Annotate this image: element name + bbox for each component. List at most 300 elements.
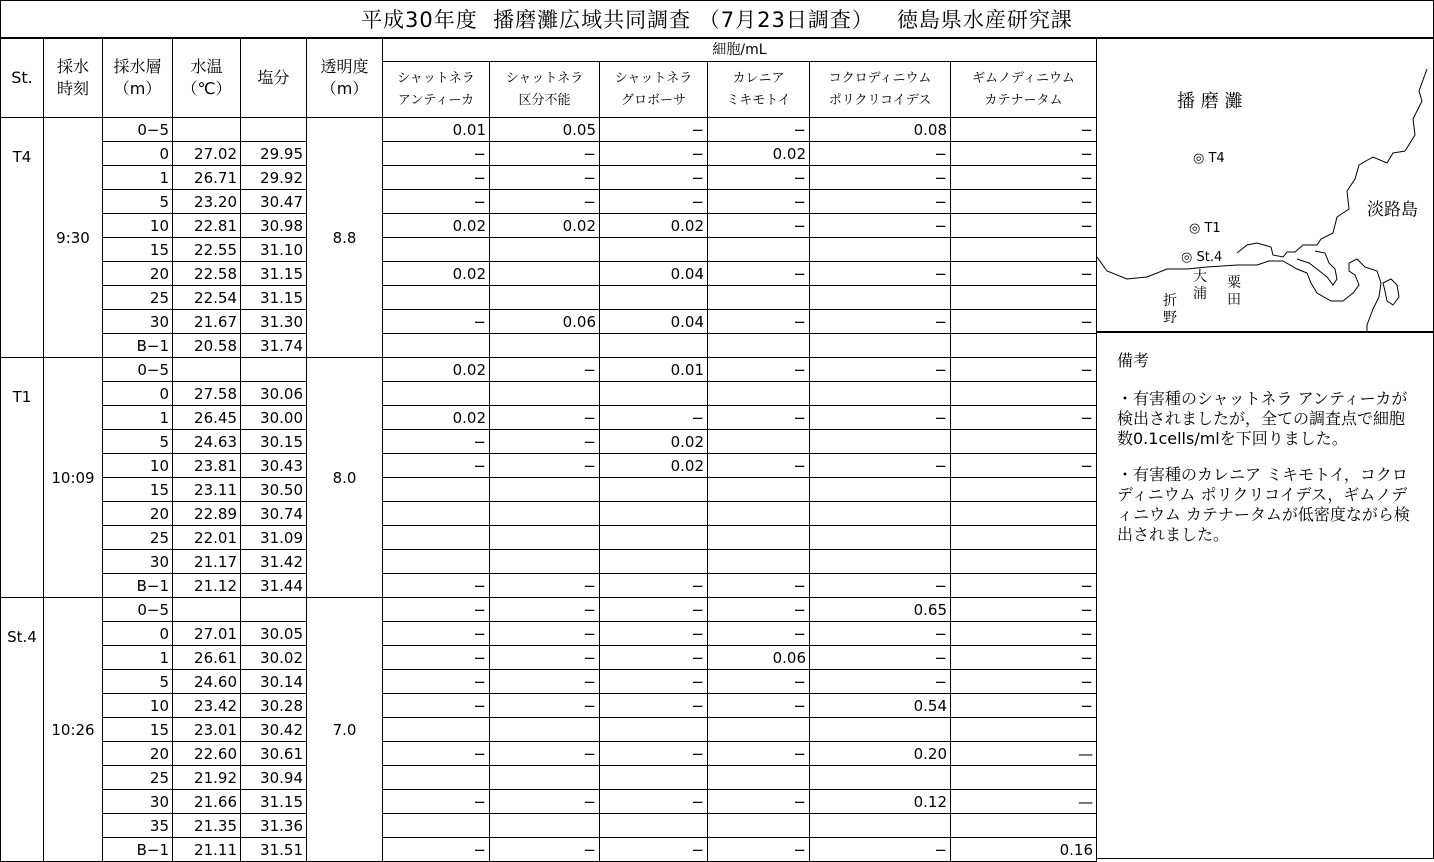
cell-density: − — [708, 598, 810, 622]
salinity-cell: 30.94 — [241, 766, 307, 790]
cell-density: − — [708, 694, 810, 718]
table-row — [1, 286, 1097, 310]
header-temperature: 水温 （℃） — [173, 39, 241, 118]
table-row — [1, 142, 1097, 166]
table-row — [1, 574, 1097, 598]
cell-density: − — [708, 166, 810, 190]
cell-density — [951, 382, 1097, 406]
table-row — [1, 550, 1097, 574]
cell-density: 0.02 — [383, 262, 490, 286]
temperature-cell: 26.71 — [173, 166, 241, 190]
table-row — [1, 694, 1097, 718]
cell-density — [383, 526, 490, 550]
station-marker-t4: ◎ T4 — [1193, 151, 1225, 166]
temperature-cell: 24.63 — [173, 430, 241, 454]
cell-density: − — [490, 166, 600, 190]
cell-density — [600, 718, 708, 742]
table-row — [1, 430, 1097, 454]
cell-density: 0.01 — [600, 358, 708, 382]
cell-density — [490, 238, 600, 262]
cell-density — [810, 502, 951, 526]
cell-density — [383, 766, 490, 790]
temperature-cell: 21.92 — [173, 766, 241, 790]
depth-cell: 10 — [103, 694, 173, 718]
depth-cell: 0 — [103, 142, 173, 166]
cell-density — [951, 430, 1097, 454]
salinity-cell — [241, 598, 307, 622]
cell-density: − — [951, 694, 1097, 718]
cell-density: − — [600, 598, 708, 622]
table-row — [1, 622, 1097, 646]
cell-density — [810, 334, 951, 358]
cell-density — [951, 502, 1097, 526]
map-panel — [1096, 38, 1434, 332]
temperature-cell: 27.02 — [173, 142, 241, 166]
cell-density: − — [600, 622, 708, 646]
cell-density: 0.06 — [490, 310, 600, 334]
table-row — [1, 742, 1097, 766]
salinity-cell: 30.43 — [241, 454, 307, 478]
salinity-cell — [241, 358, 307, 382]
temperature-cell: 22.54 — [173, 286, 241, 310]
cell-density: − — [600, 406, 708, 430]
cell-density — [951, 718, 1097, 742]
cell-density — [951, 334, 1097, 358]
cell-density: − — [951, 574, 1097, 598]
cell-density: − — [600, 646, 708, 670]
cell-density: − — [600, 190, 708, 214]
table-row — [1, 478, 1097, 502]
cell-density — [490, 334, 600, 358]
depth-cell: 20 — [103, 502, 173, 526]
salinity-cell: 30.15 — [241, 430, 307, 454]
station-name: T4 — [1, 118, 44, 358]
station-name: St.4 — [1, 598, 44, 862]
cell-density: − — [951, 406, 1097, 430]
cell-density: − — [951, 118, 1097, 142]
table-row — [1, 766, 1097, 790]
cell-density: − — [810, 190, 951, 214]
temperature-cell — [173, 118, 241, 142]
cell-density: − — [600, 838, 708, 862]
cell-density: 0.05 — [490, 118, 600, 142]
depth-cell: 15 — [103, 478, 173, 502]
cell-density — [810, 526, 951, 550]
salinity-cell: 30.42 — [241, 718, 307, 742]
cell-density — [951, 286, 1097, 310]
temperature-cell: 27.58 — [173, 382, 241, 406]
temperature-cell: 20.58 — [173, 334, 241, 358]
table-row — [1, 334, 1097, 358]
table-row — [1, 718, 1097, 742]
cell-density: 0.04 — [600, 262, 708, 286]
salinity-cell: 31.10 — [241, 238, 307, 262]
cell-density: 0.04 — [600, 310, 708, 334]
cell-density — [490, 502, 600, 526]
temperature-cell — [173, 358, 241, 382]
depth-cell: 15 — [103, 238, 173, 262]
header-unit: 細胞/mL — [383, 39, 1097, 62]
cell-density: − — [490, 742, 600, 766]
salinity-cell: 31.74 — [241, 334, 307, 358]
cell-density: − — [810, 358, 951, 382]
cell-density: − — [708, 622, 810, 646]
temperature-cell: 22.89 — [173, 502, 241, 526]
cell-density: − — [490, 670, 600, 694]
salinity-cell: 31.42 — [241, 550, 307, 574]
temperature-cell: 24.60 — [173, 670, 241, 694]
salinity-cell: 31.51 — [241, 838, 307, 862]
depth-cell: 20 — [103, 262, 173, 286]
cell-density: 0.12 — [810, 790, 951, 814]
cell-density: − — [490, 622, 600, 646]
cell-density — [490, 814, 600, 838]
table-row — [1, 670, 1097, 694]
cell-density — [810, 286, 951, 310]
salinity-cell: 29.95 — [241, 142, 307, 166]
depth-cell: 5 — [103, 190, 173, 214]
cell-density: 0.08 — [810, 118, 951, 142]
cell-density: − — [708, 454, 810, 478]
cell-density: − — [490, 430, 600, 454]
depth-cell: 30 — [103, 550, 173, 574]
cell-density: − — [951, 214, 1097, 238]
header-species: コクロディニウム ポリクリコイデス — [810, 62, 951, 118]
temperature-cell: 26.45 — [173, 406, 241, 430]
header-species: シャットネラ アンティーカ — [383, 62, 490, 118]
cell-density: − — [708, 118, 810, 142]
depth-cell: 5 — [103, 670, 173, 694]
remark-item: ・有害種のシャットネラ アンティーカが検出されましたが，全ての調査点で細胞数0.1cells/mlを下回りました。 — [1117, 389, 1408, 448]
temperature-cell: 23.20 — [173, 190, 241, 214]
cell-density — [951, 478, 1097, 502]
cell-density — [708, 766, 810, 790]
depth-cell: 30 — [103, 790, 173, 814]
cell-density — [383, 382, 490, 406]
cell-density — [708, 238, 810, 262]
header-layer: 採水層 （m） — [103, 39, 173, 118]
cell-density: 0.16 — [951, 838, 1097, 862]
depth-cell: 1 — [103, 406, 173, 430]
temperature-cell: 27.01 — [173, 622, 241, 646]
header-species: シャットネラ グロボーサ — [600, 62, 708, 118]
cell-density — [490, 526, 600, 550]
cell-density: − — [810, 454, 951, 478]
cell-density — [810, 478, 951, 502]
salinity-cell: 31.30 — [241, 310, 307, 334]
temperature-cell: 26.61 — [173, 646, 241, 670]
table-row — [1, 454, 1097, 478]
depth-cell: 25 — [103, 526, 173, 550]
station-name: T1 — [1, 358, 44, 598]
cell-density — [600, 550, 708, 574]
cell-density: − — [490, 838, 600, 862]
depth-cell: B−1 — [103, 838, 173, 862]
table-row — [1, 310, 1097, 334]
cell-density — [951, 526, 1097, 550]
cell-density: − — [708, 358, 810, 382]
depth-cell: 0−5 — [103, 118, 173, 142]
temperature-cell — [173, 598, 241, 622]
cell-density: − — [810, 310, 951, 334]
cell-density — [600, 766, 708, 790]
cell-density: − — [708, 214, 810, 238]
cell-density: − — [951, 262, 1097, 286]
remarks-heading: 備考 — [1117, 351, 1150, 370]
temperature-cell: 23.42 — [173, 694, 241, 718]
table-row — [1, 214, 1097, 238]
cell-density: − — [951, 142, 1097, 166]
cell-density: − — [951, 646, 1097, 670]
table-row — [1, 118, 1097, 142]
cell-density — [708, 382, 810, 406]
cell-density: − — [490, 406, 600, 430]
temperature-cell: 21.35 — [173, 814, 241, 838]
temperature-cell: 21.66 — [173, 790, 241, 814]
cell-density — [383, 502, 490, 526]
depth-cell: 25 — [103, 766, 173, 790]
cell-density: 0.02 — [600, 214, 708, 238]
cell-density: − — [383, 454, 490, 478]
cell-density — [708, 814, 810, 838]
cell-density: − — [951, 454, 1097, 478]
cell-density: − — [490, 358, 600, 382]
cell-density — [600, 286, 708, 310]
sea-label: 播 磨 灘 — [1177, 91, 1243, 112]
cell-density — [708, 550, 810, 574]
cell-density: − — [708, 790, 810, 814]
salinity-cell: 30.14 — [241, 670, 307, 694]
salinity-cell: 30.74 — [241, 502, 307, 526]
cell-density: − — [383, 646, 490, 670]
cell-density: − — [600, 670, 708, 694]
temperature-cell: 21.17 — [173, 550, 241, 574]
cell-density: − — [383, 190, 490, 214]
cell-density — [708, 718, 810, 742]
cell-density — [383, 238, 490, 262]
cell-density — [951, 550, 1097, 574]
cell-density: − — [490, 574, 600, 598]
depth-cell: 10 — [103, 454, 173, 478]
sampling-time: 9:30 — [44, 118, 103, 358]
cell-density — [708, 286, 810, 310]
cell-density: − — [810, 646, 951, 670]
salinity-cell: 30.06 — [241, 382, 307, 406]
cell-density: − — [810, 838, 951, 862]
cell-density: 0.54 — [810, 694, 951, 718]
station-marker-st4: ◎ St.4 — [1181, 250, 1223, 265]
cell-density: − — [383, 166, 490, 190]
cell-density — [600, 478, 708, 502]
cell-density: − — [490, 454, 600, 478]
cell-density: − — [383, 598, 490, 622]
salinity-cell: 30.98 — [241, 214, 307, 238]
cell-density: − — [600, 574, 708, 598]
cell-density: − — [490, 790, 600, 814]
table-row — [1, 358, 1097, 382]
depth-cell: 25 — [103, 286, 173, 310]
cell-density: − — [383, 838, 490, 862]
salinity-cell: 30.02 — [241, 646, 307, 670]
cell-density: − — [490, 190, 600, 214]
cell-density: − — [708, 310, 810, 334]
header-time: 採水 時刻 — [44, 39, 103, 118]
cell-density — [810, 814, 951, 838]
cell-density — [600, 502, 708, 526]
cell-density — [810, 718, 951, 742]
cell-density — [383, 550, 490, 574]
cell-density — [951, 814, 1097, 838]
island-label: 淡路島 — [1367, 200, 1418, 220]
depth-cell: 0 — [103, 622, 173, 646]
table-row — [1, 790, 1097, 814]
table-row — [1, 382, 1097, 406]
cell-density — [383, 478, 490, 502]
depth-cell: 30 — [103, 310, 173, 334]
cell-density: − — [600, 118, 708, 142]
cell-density — [490, 262, 600, 286]
table-row — [1, 406, 1097, 430]
table-row — [1, 166, 1097, 190]
cell-density: − — [951, 670, 1097, 694]
salinity-cell: 31.15 — [241, 790, 307, 814]
cell-density — [600, 382, 708, 406]
cell-density — [708, 334, 810, 358]
depth-cell: B−1 — [103, 334, 173, 358]
table-row — [1, 814, 1097, 838]
cell-density: − — [810, 166, 951, 190]
depth-cell: 35 — [103, 814, 173, 838]
cell-density — [490, 550, 600, 574]
cell-density — [708, 502, 810, 526]
survey-table — [0, 38, 1097, 862]
cell-density: − — [810, 214, 951, 238]
cell-density — [708, 478, 810, 502]
depth-cell: B−1 — [103, 574, 173, 598]
depth-cell: 0−5 — [103, 598, 173, 622]
cell-density: − — [810, 574, 951, 598]
cell-density: − — [951, 310, 1097, 334]
depth-cell: 1 — [103, 166, 173, 190]
header-transparency: 透明度 （m） — [307, 39, 383, 118]
temperature-cell: 23.11 — [173, 478, 241, 502]
cell-density: − — [600, 142, 708, 166]
cell-density: − — [951, 622, 1097, 646]
cell-density: 0.01 — [383, 118, 490, 142]
cell-density — [810, 238, 951, 262]
place-label-awata: 粟 田 — [1227, 275, 1241, 308]
temperature-cell: 22.58 — [173, 262, 241, 286]
cell-density: − — [383, 790, 490, 814]
place-label-orino: 折 野 — [1163, 293, 1177, 326]
salinity-cell: 31.09 — [241, 526, 307, 550]
cell-density: — — [951, 742, 1097, 766]
cell-density: − — [810, 622, 951, 646]
depth-cell: 15 — [103, 718, 173, 742]
salinity-cell: 31.15 — [241, 286, 307, 310]
cell-density — [383, 334, 490, 358]
cell-density: − — [490, 646, 600, 670]
salinity-cell: 30.28 — [241, 694, 307, 718]
depth-cell: 5 — [103, 430, 173, 454]
cell-density — [810, 430, 951, 454]
salinity-cell: 30.00 — [241, 406, 307, 430]
header-salinity: 塩分 — [241, 39, 307, 118]
coastline-map — [1097, 39, 1434, 332]
cell-density — [383, 718, 490, 742]
cell-density: − — [810, 142, 951, 166]
cell-density: 0.02 — [383, 406, 490, 430]
cell-density: − — [383, 310, 490, 334]
cell-density: − — [708, 670, 810, 694]
table-row — [1, 262, 1097, 286]
cell-density: − — [490, 694, 600, 718]
sampling-time: 10:09 — [44, 358, 103, 598]
temperature-cell: 21.67 — [173, 310, 241, 334]
cell-density: 0.02 — [383, 358, 490, 382]
cell-density: − — [383, 430, 490, 454]
cell-density: − — [708, 190, 810, 214]
cell-density: 0.02 — [708, 142, 810, 166]
cell-density — [708, 526, 810, 550]
cell-density: − — [810, 670, 951, 694]
cell-density: − — [490, 598, 600, 622]
transparency-value: 7.0 — [307, 598, 383, 862]
cell-density: 0.02 — [490, 214, 600, 238]
cell-density: − — [708, 574, 810, 598]
temperature-cell: 23.01 — [173, 718, 241, 742]
cell-density: 0.65 — [810, 598, 951, 622]
salinity-cell: 29.92 — [241, 166, 307, 190]
cell-density — [810, 550, 951, 574]
cell-density — [490, 478, 600, 502]
cell-density: − — [951, 598, 1097, 622]
table-row — [1, 502, 1097, 526]
cell-density: 0.02 — [383, 214, 490, 238]
table-row — [1, 598, 1097, 622]
cell-density: — — [951, 790, 1097, 814]
cell-density: − — [708, 406, 810, 430]
cell-density: 0.02 — [600, 454, 708, 478]
table-row — [1, 238, 1097, 262]
header-station: St. — [1, 39, 44, 118]
depth-cell: 0−5 — [103, 358, 173, 382]
cell-density — [951, 238, 1097, 262]
salinity-cell: 30.05 — [241, 622, 307, 646]
transparency-value: 8.8 — [307, 118, 383, 358]
cell-density: 0.20 — [810, 742, 951, 766]
temperature-cell: 21.11 — [173, 838, 241, 862]
cell-density — [490, 718, 600, 742]
cell-density: − — [383, 670, 490, 694]
salinity-cell: 31.36 — [241, 814, 307, 838]
depth-cell: 0 — [103, 382, 173, 406]
table-row — [1, 526, 1097, 550]
cell-density — [383, 814, 490, 838]
cell-density — [490, 382, 600, 406]
depth-cell: 1 — [103, 646, 173, 670]
page-title: 平成30年度 播磨灘広域共同調査 （7月23日調査） 徳島県水産研究課 — [0, 0, 1434, 38]
cell-density — [810, 382, 951, 406]
table-row — [1, 190, 1097, 214]
cell-density: − — [810, 406, 951, 430]
temperature-cell: 23.81 — [173, 454, 241, 478]
remarks-panel — [1096, 332, 1434, 859]
station-marker-t1: ◎ T1 — [1189, 221, 1221, 236]
cell-density — [600, 334, 708, 358]
cell-density — [708, 430, 810, 454]
header-species: シャットネラ 区分不能 — [490, 62, 600, 118]
